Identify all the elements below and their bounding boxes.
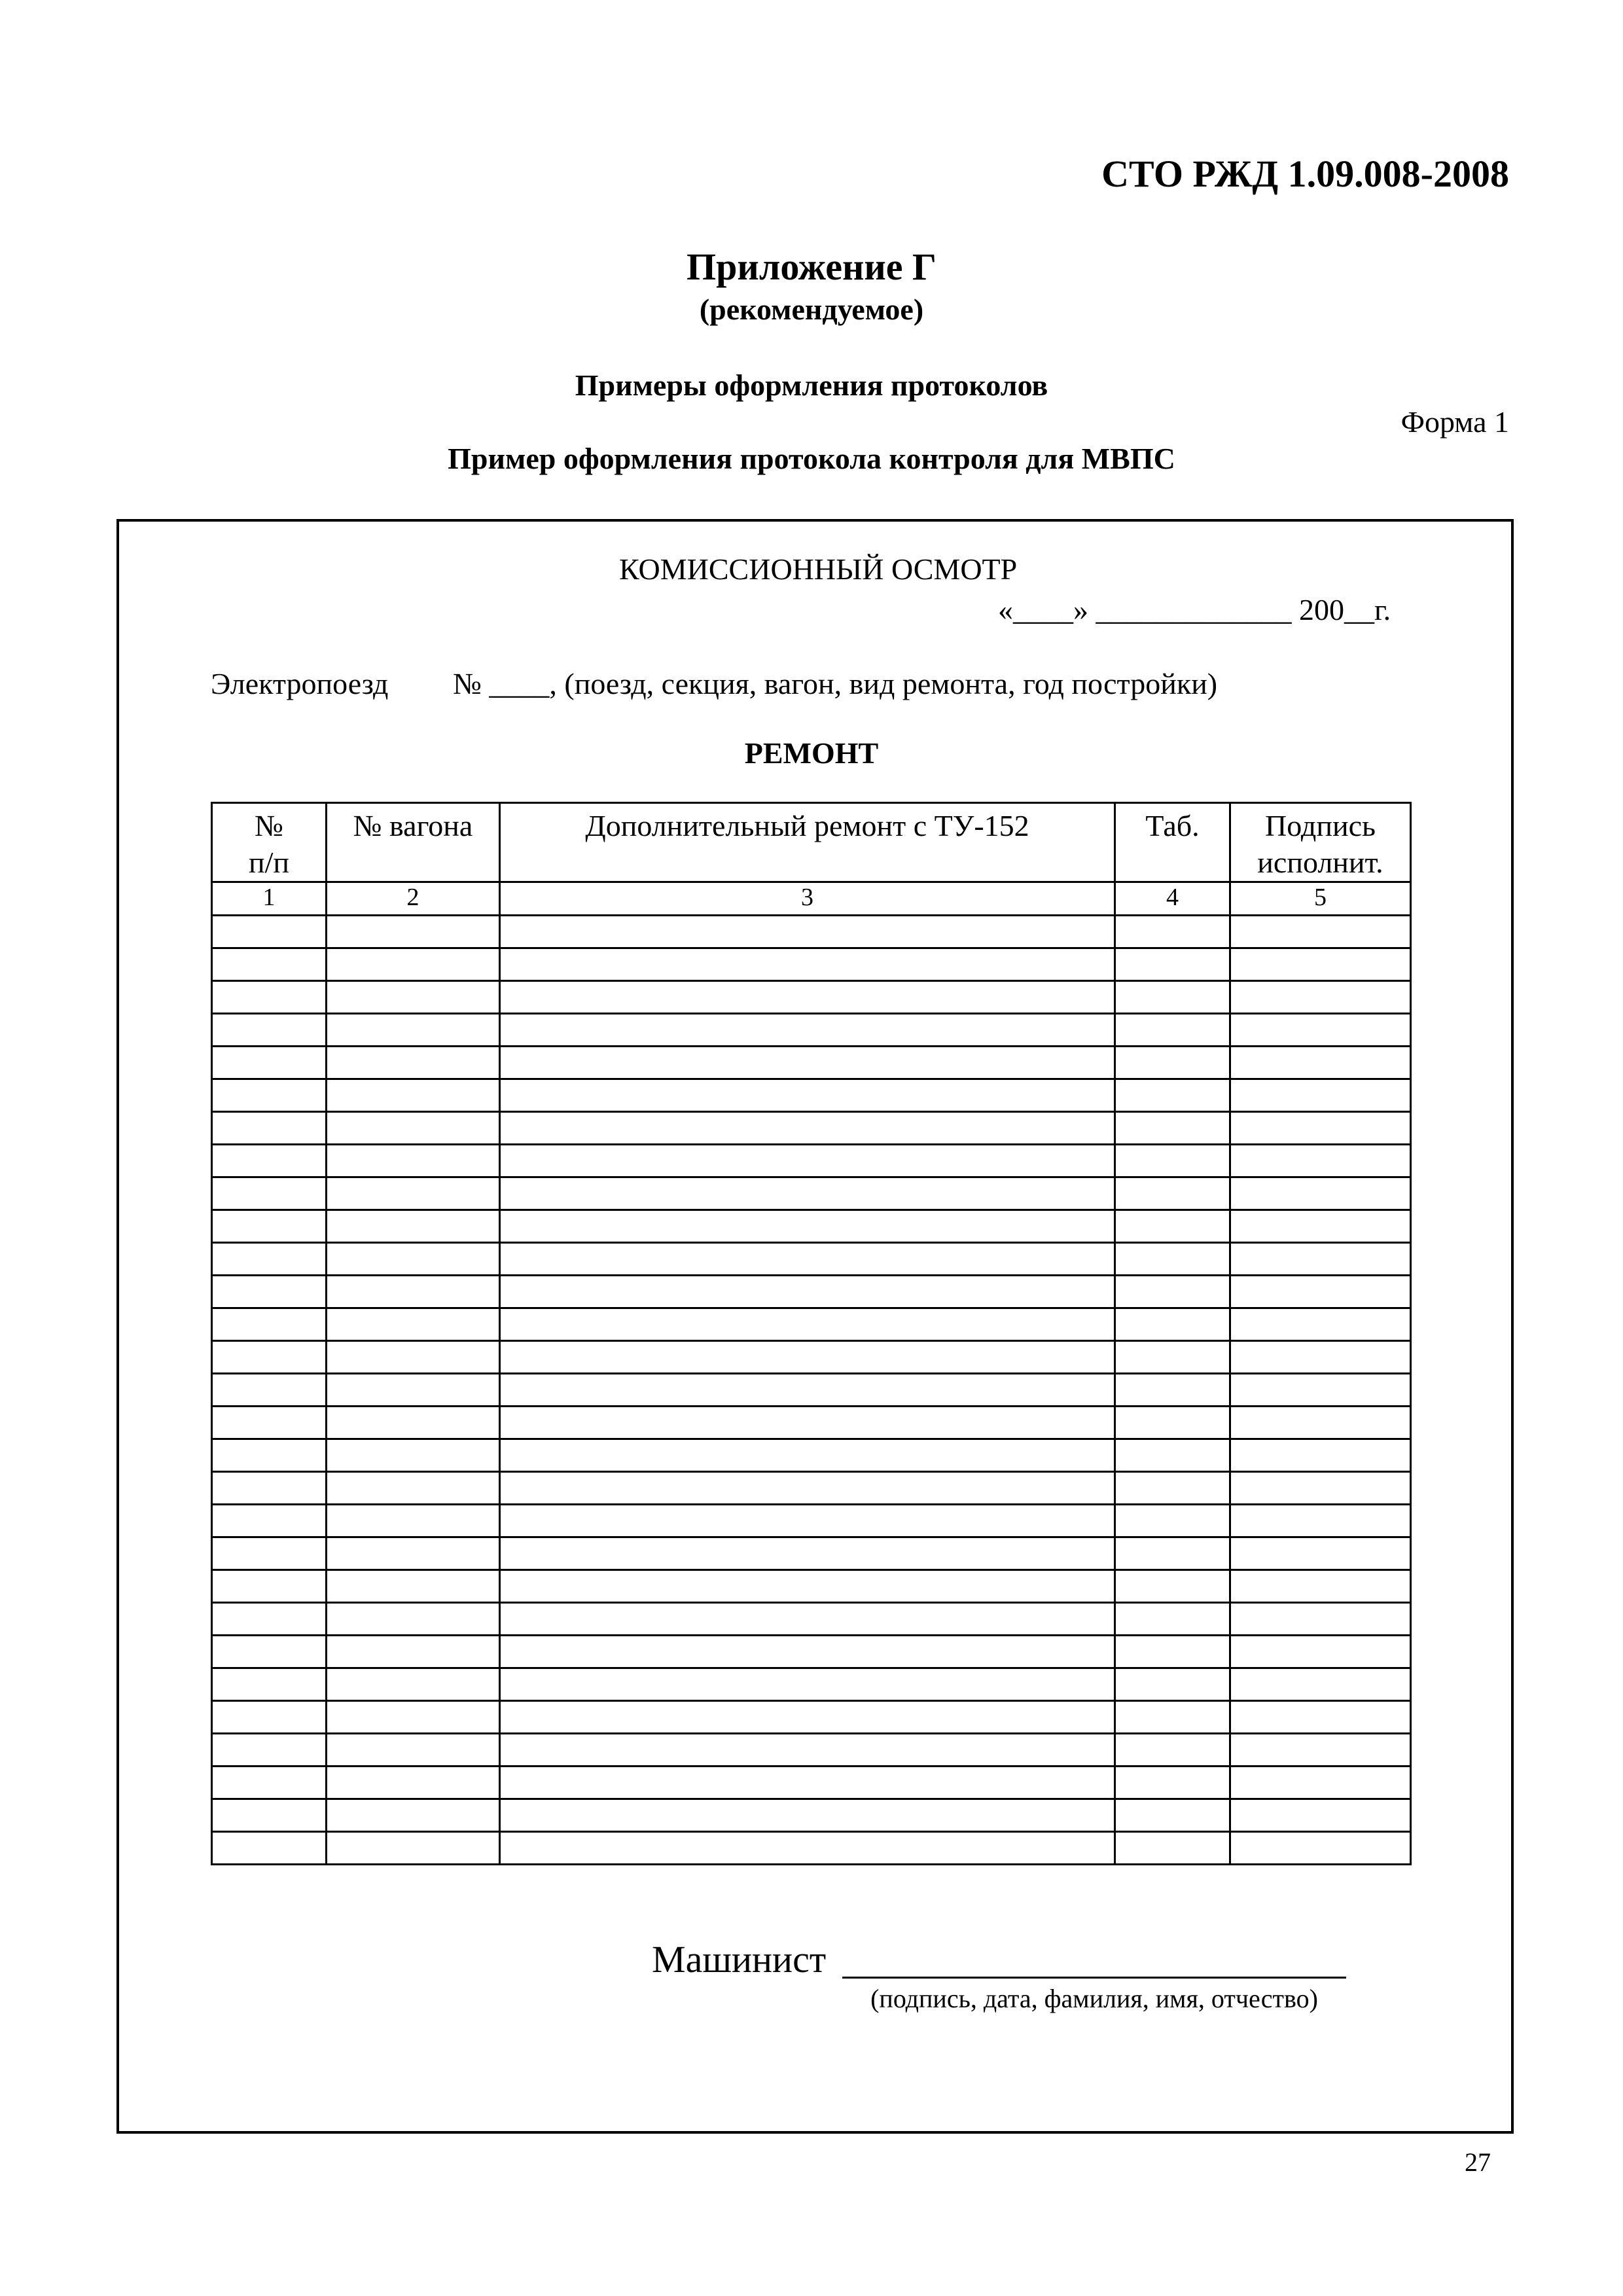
table-cell[interactable] [1230, 1603, 1411, 1636]
table-cell[interactable] [1115, 1047, 1230, 1079]
table-row [212, 1341, 1411, 1374]
table-cell[interactable] [327, 1603, 500, 1636]
table-cell[interactable] [1230, 1308, 1411, 1341]
table-cell[interactable] [500, 1799, 1115, 1832]
table-row [212, 1832, 1411, 1865]
table-cell[interactable] [1115, 1145, 1230, 1177]
table-cell[interactable] [327, 1177, 500, 1210]
table-row [212, 1047, 1411, 1079]
table-row [212, 1570, 1411, 1603]
appendix-subtitle: (рекомендуемое) [699, 293, 924, 326]
train-label: Электропоезд [211, 667, 389, 700]
table-cell[interactable] [327, 1472, 500, 1505]
table-cell[interactable] [212, 916, 327, 948]
table-cell[interactable] [327, 1276, 500, 1308]
table-row [212, 1505, 1411, 1537]
table-cell[interactable] [327, 1505, 500, 1537]
table-row [212, 981, 1411, 1014]
table-row [212, 1407, 1411, 1439]
table-cell[interactable] [327, 1374, 500, 1407]
table-cell[interactable] [327, 1636, 500, 1668]
table-cell[interactable] [212, 1407, 327, 1439]
table-cell[interactable] [1115, 948, 1230, 981]
table-cell[interactable] [1115, 1603, 1230, 1636]
table-cell[interactable] [1230, 1243, 1411, 1276]
appendix-title: Приложение Г [687, 245, 936, 288]
table-cell[interactable] [1230, 1636, 1411, 1668]
table-cell[interactable] [1115, 1210, 1230, 1243]
driver-signature-hint: (подпись, дата, фамилия, имя, отчество) [870, 1984, 1318, 2013]
table-cell[interactable] [212, 1145, 327, 1177]
table-cell[interactable] [1230, 1505, 1411, 1537]
table-cell[interactable] [327, 1308, 500, 1341]
table-cell[interactable] [1230, 1701, 1411, 1734]
table-row [212, 1079, 1411, 1112]
table-row [212, 1014, 1411, 1047]
train-details: № ____, (поезд, секция, вагон, вид ремонта, год постройки) [453, 667, 1218, 700]
table-cell[interactable] [1115, 1570, 1230, 1603]
table-cell[interactable] [1230, 1537, 1411, 1570]
table-cell[interactable] [327, 1701, 500, 1734]
table-row [212, 1603, 1411, 1636]
table-cell[interactable] [327, 1767, 500, 1799]
table-cell[interactable] [212, 1243, 327, 1276]
table-cell[interactable] [1115, 1407, 1230, 1439]
table-cell[interactable] [1230, 1341, 1411, 1374]
driver-label: Машинист [652, 1938, 827, 1981]
table-cell[interactable] [500, 1734, 1115, 1767]
table-cell[interactable] [1230, 1472, 1411, 1505]
table-cell[interactable] [327, 1407, 500, 1439]
table-cell[interactable] [500, 1832, 1115, 1865]
table-row [212, 1537, 1411, 1570]
table-cell[interactable] [1230, 1439, 1411, 1472]
table-cell[interactable] [327, 916, 500, 948]
header-cell-tab: Таб. [1115, 803, 1230, 882]
table-cell[interactable] [1230, 1047, 1411, 1079]
table-cell[interactable] [1230, 1734, 1411, 1767]
table-cell[interactable] [1115, 1308, 1230, 1341]
table-cell[interactable] [212, 1210, 327, 1243]
table-cell[interactable] [1230, 1276, 1411, 1308]
table-row [212, 1439, 1411, 1472]
table-cell[interactable] [1115, 1112, 1230, 1145]
table-cell[interactable] [327, 1439, 500, 1472]
table-cell[interactable] [1230, 1767, 1411, 1799]
table-row [212, 1177, 1411, 1210]
table-row [212, 948, 1411, 981]
commission-title: КОМИССИОННЫЙ ОСМОТР [619, 552, 1018, 586]
column-number: 4 [1115, 882, 1230, 916]
table-cell[interactable] [212, 1308, 327, 1341]
table-cell[interactable] [212, 948, 327, 981]
table-cell[interactable] [212, 1014, 327, 1047]
table-cell[interactable] [500, 1701, 1115, 1734]
table-cell[interactable] [1115, 1374, 1230, 1407]
table-cell[interactable] [327, 948, 500, 981]
table-cell[interactable] [212, 1537, 327, 1570]
table-cell[interactable] [212, 981, 327, 1014]
table-cell[interactable] [1115, 1079, 1230, 1112]
table-cell[interactable] [500, 1407, 1115, 1439]
form-label: Форма 1 [1400, 405, 1509, 439]
table-row [212, 1636, 1411, 1668]
table-cell[interactable] [500, 1472, 1115, 1505]
table-row [212, 1308, 1411, 1341]
table-cell[interactable] [1115, 1799, 1230, 1832]
header-cell-car: № вагона [327, 803, 500, 882]
table-cell[interactable] [500, 1047, 1115, 1079]
table-row [212, 1767, 1411, 1799]
table-cell[interactable] [212, 1799, 327, 1832]
table-cell[interactable] [500, 1636, 1115, 1668]
table-cell[interactable] [1230, 981, 1411, 1014]
table-cell[interactable] [1115, 916, 1230, 948]
table-row [212, 1243, 1411, 1276]
table-cell[interactable] [212, 1079, 327, 1112]
table-cell[interactable] [327, 1145, 500, 1177]
table-cell[interactable] [212, 1439, 327, 1472]
table-row [212, 916, 1411, 948]
header-cell-signature: Подпись исполнит. [1230, 803, 1411, 882]
table-cell[interactable] [500, 1276, 1115, 1308]
table-cell[interactable] [1115, 1636, 1230, 1668]
table-cell[interactable] [327, 1079, 500, 1112]
table-cell[interactable] [1115, 1734, 1230, 1767]
table-cell[interactable] [1115, 1505, 1230, 1537]
table-row [212, 1145, 1411, 1177]
table-cell[interactable] [1115, 1276, 1230, 1308]
table-cell[interactable] [327, 1734, 500, 1767]
table-cell[interactable] [212, 1636, 327, 1668]
table-cell[interactable] [1115, 1472, 1230, 1505]
table-cell[interactable] [1230, 1668, 1411, 1701]
table-row [212, 1701, 1411, 1734]
table-cell[interactable] [500, 1767, 1115, 1799]
table-cell[interactable] [1230, 916, 1411, 948]
table-cell[interactable] [327, 1112, 500, 1145]
table-header-row [212, 803, 1411, 882]
table-cell[interactable] [212, 1374, 327, 1407]
table-cell[interactable] [327, 1210, 500, 1243]
table-cell[interactable] [1115, 1701, 1230, 1734]
table-cell[interactable] [1115, 1668, 1230, 1701]
table-cell[interactable] [1230, 1177, 1411, 1210]
table-cell[interactable] [212, 1341, 327, 1374]
document-code: СТО РЖД 1.09.008-2008 [1101, 152, 1509, 195]
table-cell[interactable] [1115, 981, 1230, 1014]
header-cell-repair: Дополнительный ремонт с ТУ-152 [500, 803, 1115, 882]
table-cell[interactable] [500, 1668, 1115, 1701]
column-number-row [212, 882, 1411, 916]
column-number: 2 [327, 882, 500, 916]
table-row [212, 1112, 1411, 1145]
table-cell[interactable] [212, 1701, 327, 1734]
table-cell[interactable] [327, 1799, 500, 1832]
table-cell[interactable] [1230, 1112, 1411, 1145]
header-cell-number: № п/п [212, 803, 327, 882]
section-title: РЕМОНТ [744, 736, 879, 770]
table-cell[interactable] [500, 1014, 1115, 1047]
table-cell[interactable] [500, 1243, 1115, 1276]
column-number: 1 [212, 882, 327, 916]
table-cell[interactable] [1230, 1799, 1411, 1832]
date-line: «____» _____________ 200__г. [998, 593, 1391, 626]
table-cell[interactable] [212, 1570, 327, 1603]
table-cell[interactable] [500, 1537, 1115, 1570]
table-cell[interactable] [327, 1243, 500, 1276]
table-cell[interactable] [1230, 1374, 1411, 1407]
table-row [212, 1799, 1411, 1832]
table-cell[interactable] [500, 948, 1115, 981]
table-cell[interactable] [500, 1603, 1115, 1636]
table-cell[interactable] [212, 1767, 327, 1799]
table-cell[interactable] [212, 1832, 327, 1865]
table-cell[interactable] [1230, 1832, 1411, 1865]
table-cell[interactable] [500, 1505, 1115, 1537]
table-row [212, 1734, 1411, 1767]
table-cell[interactable] [1230, 1210, 1411, 1243]
table-cell[interactable] [500, 1439, 1115, 1472]
table-cell[interactable] [212, 1505, 327, 1537]
table-cell[interactable] [500, 1308, 1115, 1341]
table-cell[interactable] [1115, 1537, 1230, 1570]
repair-table [211, 802, 1412, 1865]
table-cell[interactable] [1115, 1439, 1230, 1472]
table-cell[interactable] [500, 1341, 1115, 1374]
table-cell[interactable] [1230, 1145, 1411, 1177]
examples-title: Примеры оформления протоколов [575, 368, 1048, 402]
table-cell[interactable] [1115, 1767, 1230, 1799]
table-cell[interactable] [327, 1570, 500, 1603]
column-number: 3 [500, 882, 1115, 916]
table-cell[interactable] [212, 1734, 327, 1767]
table-cell[interactable] [500, 1079, 1115, 1112]
table-cell[interactable] [1230, 1014, 1411, 1047]
table-cell[interactable] [327, 1341, 500, 1374]
table-cell[interactable] [327, 1832, 500, 1865]
table-cell[interactable] [327, 1668, 500, 1701]
table-cell[interactable] [212, 1668, 327, 1701]
table-cell[interactable] [500, 1210, 1115, 1243]
table-cell[interactable] [327, 1047, 500, 1079]
page-number: 27 [1465, 2147, 1491, 2177]
table-cell[interactable] [1230, 1407, 1411, 1439]
table-cell[interactable] [1115, 1014, 1230, 1047]
table-row [212, 1668, 1411, 1701]
table-cell[interactable] [212, 1112, 327, 1145]
table-cell[interactable] [327, 1537, 500, 1570]
table-cell[interactable] [500, 916, 1115, 948]
example-title: Пример оформления протокола контроля для МВПС [448, 442, 1175, 475]
table-cell[interactable] [1115, 1341, 1230, 1374]
table-cell[interactable] [1115, 1243, 1230, 1276]
driver-signature-line[interactable] [842, 1977, 1346, 1979]
table-cell[interactable] [212, 1603, 327, 1636]
table-cell[interactable] [212, 1276, 327, 1308]
table-row [212, 1210, 1411, 1243]
table-row [212, 1276, 1411, 1308]
table-cell[interactable] [500, 1570, 1115, 1603]
table-cell[interactable] [500, 1145, 1115, 1177]
table-cell[interactable] [500, 1112, 1115, 1145]
table-row [212, 1472, 1411, 1505]
column-number: 5 [1230, 882, 1411, 916]
table-cell[interactable] [1115, 1832, 1230, 1865]
table-cell[interactable] [1115, 1177, 1230, 1210]
table-cell[interactable] [500, 1374, 1115, 1407]
table-cell[interactable] [1230, 1570, 1411, 1603]
table-cell[interactable] [327, 981, 500, 1014]
table-row [212, 1374, 1411, 1407]
table-cell[interactable] [500, 1177, 1115, 1210]
table-cell[interactable] [1230, 1079, 1411, 1112]
table-cell[interactable] [212, 1047, 327, 1079]
table-cell[interactable] [212, 1472, 327, 1505]
table-cell[interactable] [1230, 948, 1411, 981]
table-cell[interactable] [212, 1177, 327, 1210]
table-cell[interactable] [327, 1014, 500, 1047]
table-cell[interactable] [500, 981, 1115, 1014]
